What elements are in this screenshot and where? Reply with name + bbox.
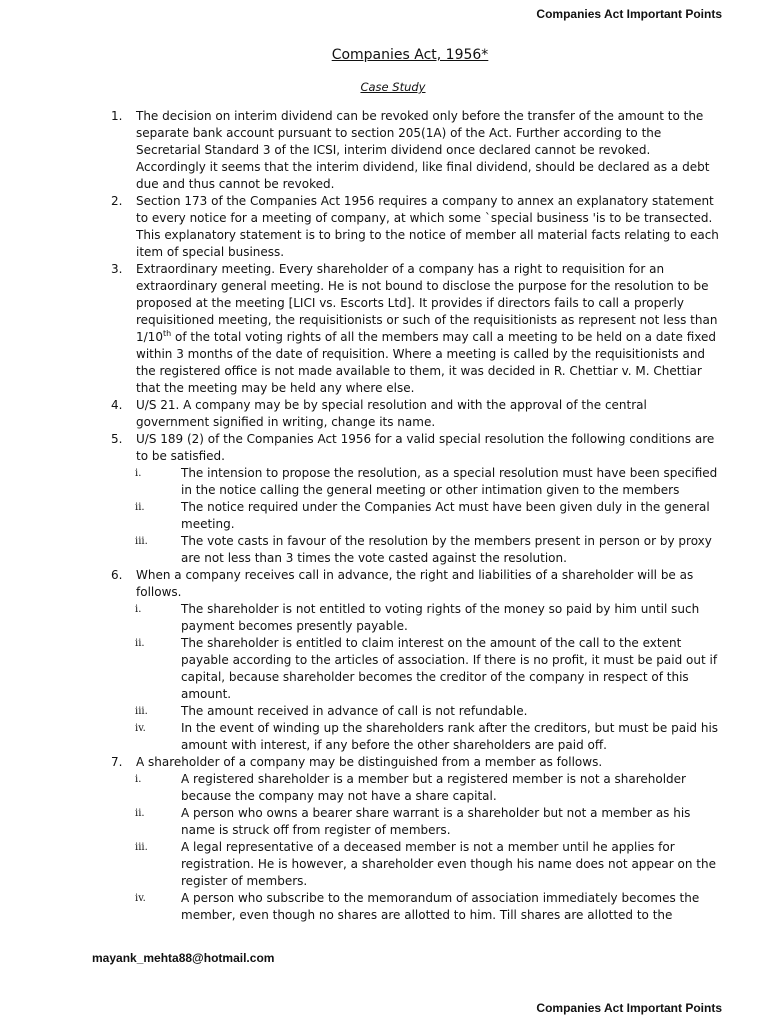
document-title: Companies Act, 1956* — [331, 47, 489, 63]
sub-item-text: The vote casts in favour of the resolution by the members present in person or by proxy are not less than 3 times the vote casted against the resolution. — [181, 534, 712, 565]
sub-item — [103, 771, 723, 805]
roman-numeral: iv. — [135, 893, 146, 904]
item-text — [136, 261, 723, 397]
sub-item — [103, 635, 723, 703]
roman-numeral: i. — [135, 774, 142, 785]
list-item — [103, 261, 723, 397]
sub-item-text: A person who owns a bearer share warrant is a shareholder but not a member as his name is struck off from register of members. — [181, 806, 691, 837]
numbered-list — [103, 108, 723, 924]
list-item — [103, 754, 723, 771]
roman-numeral: iii. — [135, 706, 148, 717]
author-email: mayank_mehta88@hotmail.com — [92, 951, 275, 965]
running-footer: Companies Act Important Points — [536, 1001, 722, 1015]
list-item — [103, 431, 723, 465]
list-item — [103, 397, 723, 431]
sub-item-text: The shareholder is entitled to claim interest on the amount of the call to the extent payable according to the articles of association. If there is no profit, it must be paid out if capital, because shareholder becomes the creditor of the company in respect of this amount. — [181, 636, 718, 701]
item-text-part: Extraordinary meeting. Every shareholder of a company has a right to requisition for an extraordinary general meeting. He is not bound to disclose the purpose for the resolution to be proposed at the meeting [LICI vs. Escorts Ltd]. It provides if directors fails to call a properly requisitioned meeting, the requisitionists or such of the requisitionists as represent not less than 1/10 — [136, 262, 718, 344]
list-item — [103, 193, 723, 261]
item-text: When a company receives call in advance, the right and liabilities of a shareholder will be as follows. — [136, 568, 694, 599]
sub-item-text: A registered shareholder is a member but a registered member is not a shareholder because the company may not have a share capital. — [181, 772, 686, 803]
roman-numeral: i. — [135, 468, 142, 479]
sub-item — [103, 601, 723, 635]
item-number: 7. — [111, 755, 123, 769]
superscript: th — [162, 329, 172, 338]
roman-numeral: iii. — [135, 536, 148, 547]
roman-numeral: ii. — [135, 502, 145, 513]
roman-numeral: ii. — [135, 638, 145, 649]
list-item — [103, 108, 723, 193]
roman-numeral: iii. — [135, 842, 148, 853]
sub-item-text: The intension to propose the resolution, as a special resolution must have been specified in the notice calling the general meeting or other intimation given to the members — [181, 466, 718, 497]
item-number: 2. — [111, 194, 123, 208]
sub-item — [103, 805, 723, 839]
sub-item — [103, 720, 723, 754]
document-subtitle: Case Study — [360, 80, 426, 94]
sub-item — [103, 465, 723, 499]
item-number: 1. — [111, 109, 123, 123]
item-text: The decision on interim dividend can be revoked only before the transfer of the amount to the separate bank account pursuant to section 205(1A) of the Act. Further according to the Secretarial Standard 3 of the ICSI, interim dividend once declared cannot be revoked. Accordingly it seems that the interim dividend, like final dividend, should be declared as a debt due and thus cannot be revoked. — [136, 109, 710, 191]
roman-numeral: i. — [135, 604, 142, 615]
sub-item-text: The amount received in advance of call is not refundable. — [181, 704, 528, 718]
running-header: Companies Act Important Points — [536, 7, 722, 21]
item-number: 4. — [111, 398, 123, 412]
sub-item — [103, 839, 723, 890]
item-number: 6. — [111, 568, 123, 582]
list-item — [103, 567, 723, 601]
item-number: 3. — [111, 262, 123, 276]
sub-item — [103, 499, 723, 533]
roman-numeral: ii. — [135, 808, 145, 819]
item-text: U/S 21. A company may be by special resolution and with the approval of the central government signified in writing, change its name. — [136, 398, 647, 429]
item-text: Section 173 of the Companies Act 1956 requires a company to annex an explanatory statement to every notice for a meeting of company, at which some `special business 'is to be transected. This explanatory statement is to bring to the notice of member all material facts relating to each item of special business. — [136, 194, 719, 259]
roman-numeral: iv. — [135, 723, 146, 734]
sub-item — [103, 533, 723, 567]
item-text: U/S 189 (2) of the Companies Act 1956 for a valid special resolution the following conditions are to be satisfied. — [136, 432, 715, 463]
item-text: A shareholder of a company may be distinguished from a member as follows. — [136, 755, 603, 769]
item-number: 5. — [111, 432, 123, 446]
sub-item-text: A person who subscribe to the memorandum of association immediately becomes the member, even though no shares are allotted to him. Till shares are allotted to the — [181, 891, 700, 922]
sub-item-text: In the event of winding up the shareholders rank after the creditors, but must be paid his amount with interest, if any before the other shareholders are paid off. — [181, 721, 719, 752]
sub-item — [103, 890, 723, 924]
sub-item-text: The shareholder is not entitled to voting rights of the money so paid by him until such payment becomes presently payable. — [181, 602, 700, 633]
sub-item — [103, 703, 723, 720]
sub-item-text: The notice required under the Companies Act must have been given duly in the general meeting. — [181, 500, 710, 531]
sub-item-text: A legal representative of a deceased member is not a member until he applies for registration. He is however, a shareholder even though his name does not appear on the register of members. — [181, 840, 716, 888]
item-text-part: of the total voting rights of all the members may call a meeting to be held on a date fixed within 3 months of the date of requisition. Where a meeting is called by the requisitionists and the registered office is not made available to them, it was decided in R. Chettiar v. M. Chettiar that the meeting may be held any where else. — [136, 330, 717, 395]
